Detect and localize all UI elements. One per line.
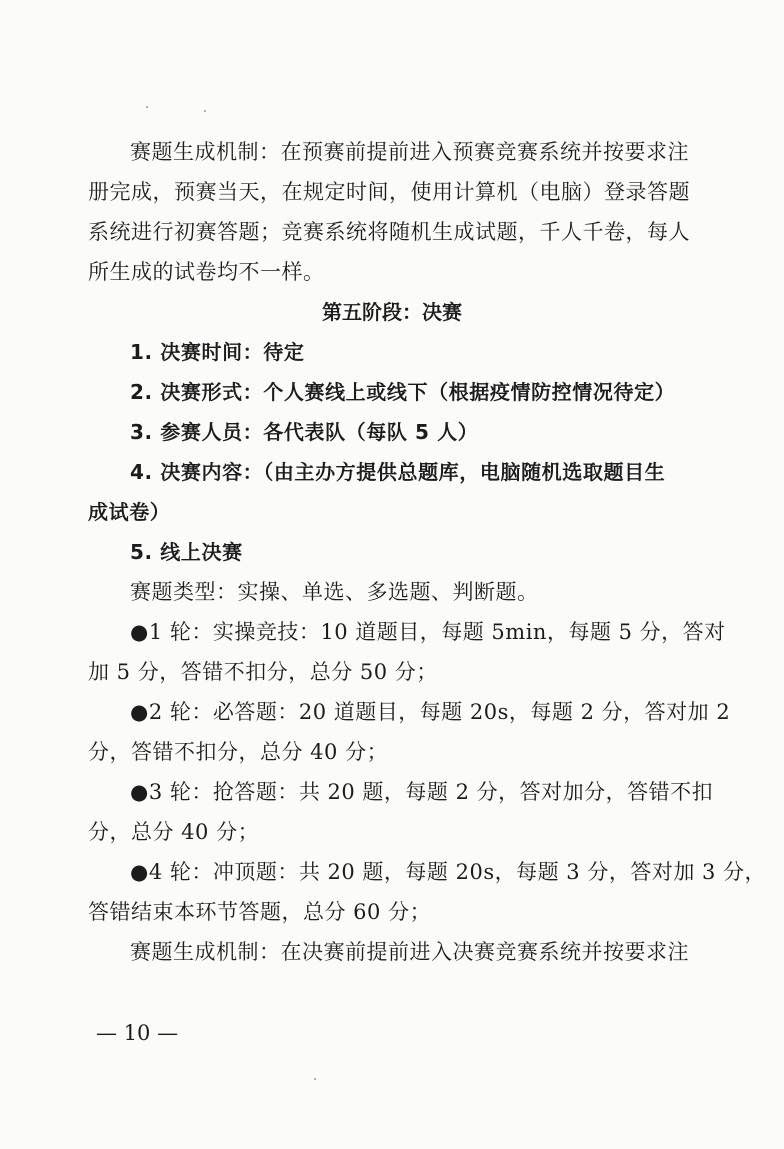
round-line-continuation: 分，总分 40 分；: [88, 820, 260, 844]
list-item: 3. 参赛人员：各代表队（每队 5 人）: [130, 420, 479, 444]
paragraph-line: 系统进行初赛答题；竞赛系统将随机生成试题，千人千卷，每人: [88, 220, 690, 244]
round-line: ●3 轮：抢答题：共 20 题，每题 2 分，答对加分，答错不扣: [130, 780, 714, 804]
list-item: 1. 决赛时间：待定: [130, 340, 305, 364]
paragraph-line: 所生成的试卷均不一样。: [88, 260, 325, 284]
list-item: 2. 决赛形式：个人赛线上或线下（根据疫情防控情况待定）: [130, 380, 676, 404]
list-item-continuation: 成试卷）: [88, 500, 171, 524]
scan-speck: [146, 106, 148, 108]
round-line-continuation: 答错结束本环节答题，总分 60 分；: [88, 900, 432, 924]
scan-speck: [204, 110, 206, 112]
paragraph-line: 册完成，预赛当天，在规定时间，使用计算机（电脑）登录答题: [88, 180, 690, 204]
page-number: — 10 —: [96, 1021, 179, 1045]
round-line: ●4 轮：冲顶题：共 20 题，每题 20s，每题 3 分，答对加 3 分，: [130, 860, 767, 884]
list-item: 4. 决赛内容：（由主办方提供总题库，电脑随机选取题目生: [130, 460, 666, 484]
paragraph-line: 赛题生成机制：在预赛前提前进入预赛竞赛系统并按要求注: [130, 140, 689, 164]
list-item: 5. 线上决赛: [130, 540, 243, 564]
scan-speck: [314, 1078, 316, 1080]
final-mechanism: 赛题生成机制：在决赛前提前进入决赛竞赛系统并按要求注: [130, 940, 689, 964]
round-line-continuation: 分，答错不扣分，总分 40 分；: [88, 740, 389, 764]
section-heading: 第五阶段：决赛: [322, 300, 462, 324]
round-line: ●1 轮：实操竞技：10 道题目，每题 5min，每题 5 分，答对: [130, 620, 726, 644]
question-types: 赛题类型：实操、单选、多选题、判断题。: [130, 580, 539, 604]
round-line-continuation: 加 5 分，答错不扣分，总分 50 分；: [88, 660, 438, 684]
round-line: ●2 轮：必答题：20 道题目，每题 20s，每题 2 分，答对加 2: [130, 700, 731, 724]
